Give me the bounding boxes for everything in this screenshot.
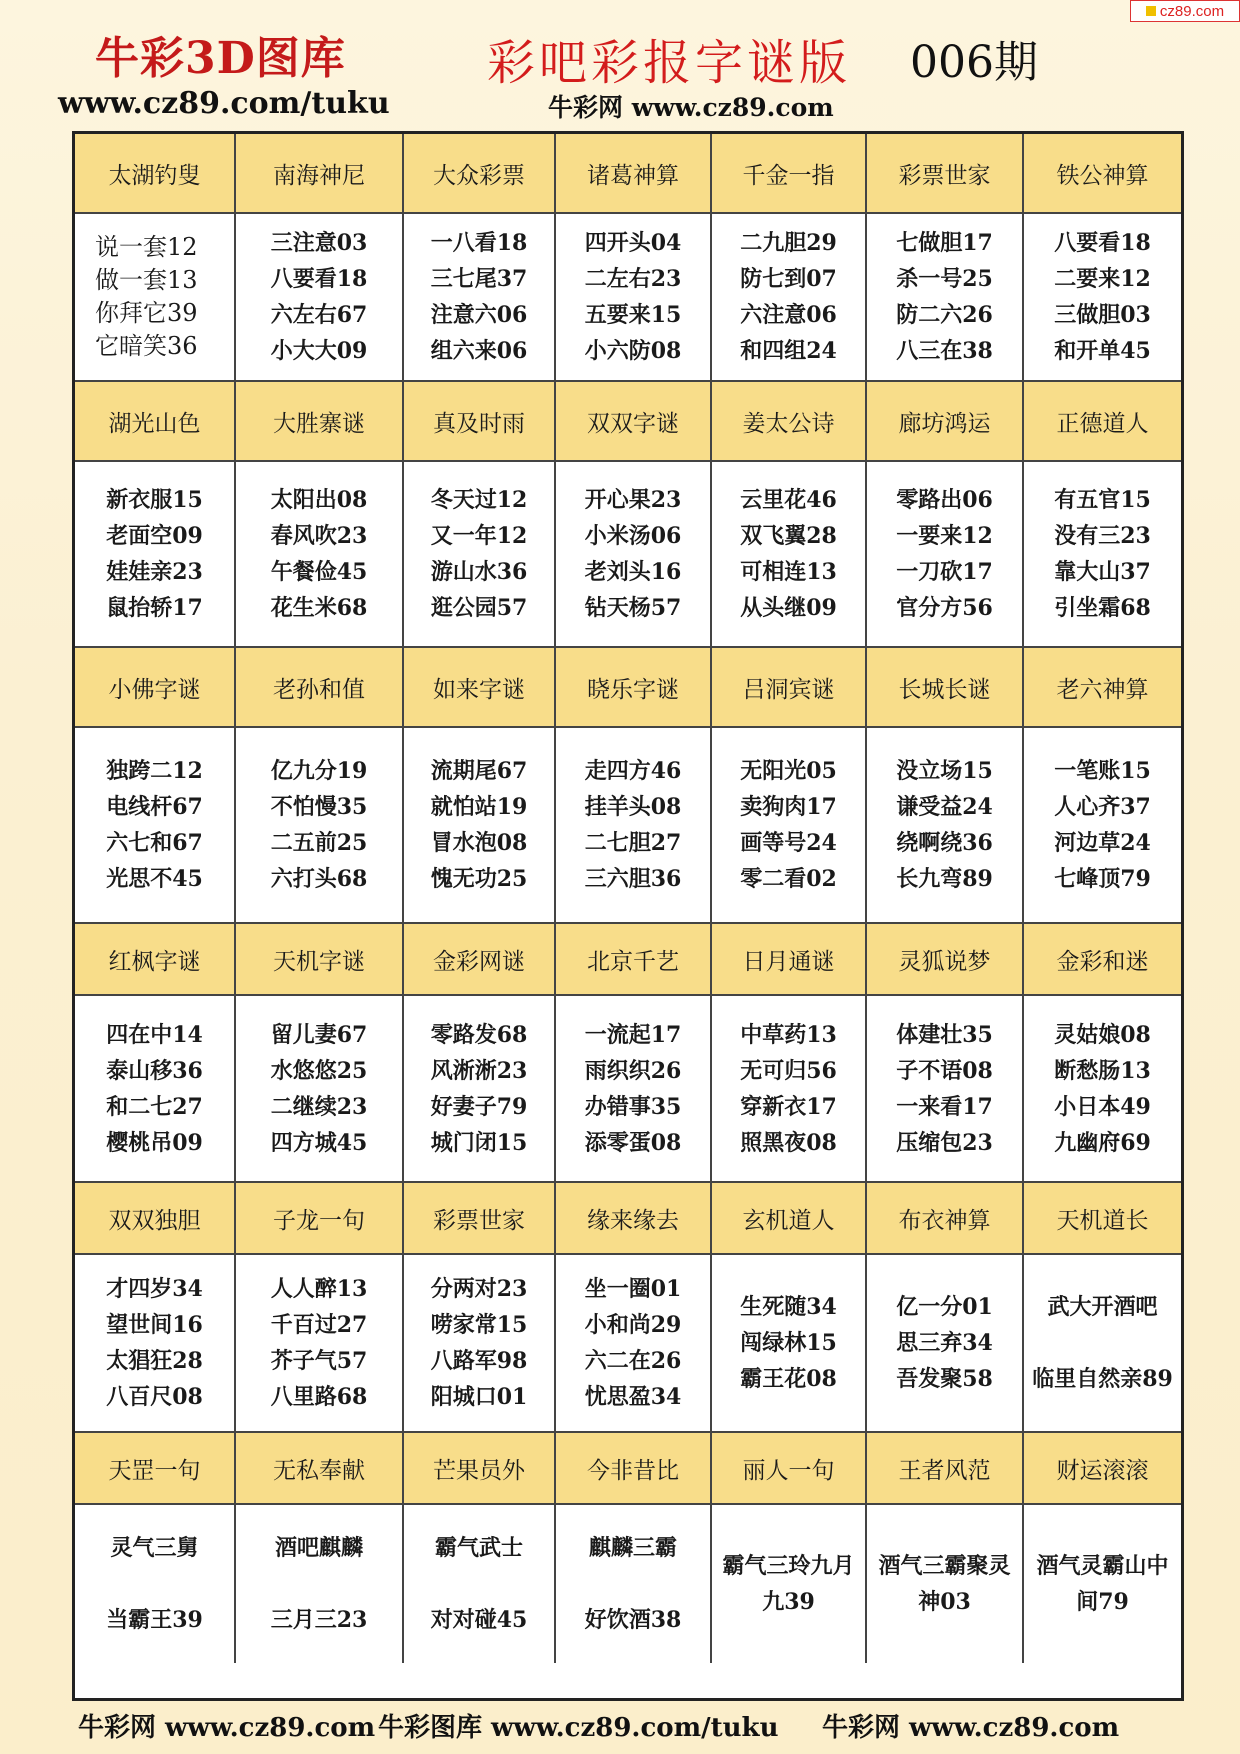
- riddle-cell: 体建壮35 子不语08 一来看17 压缩包23: [867, 996, 1024, 1183]
- riddle-cell: 七做胆17 杀一号25 防二六26 八三在38: [867, 214, 1024, 382]
- brand-title: 牛彩3D图库: [95, 33, 346, 84]
- badge-square-icon: [1146, 6, 1156, 16]
- column-header: 今非昔比: [556, 1433, 712, 1505]
- riddle-cell: 冬天过12 又一年12 游山水36 逛公园57: [404, 462, 556, 648]
- riddle-cell: 零路发68 风淅淅23 好妻子79 城门闭15: [404, 996, 556, 1183]
- riddle-cell: 走四方46 挂羊头08 二七胆27 三六胆36: [556, 728, 712, 924]
- column-header: 晓乐字谜: [556, 648, 712, 728]
- riddle-cell: 有五官15 没有三23 靠大山37 引坐霜68: [1024, 462, 1181, 648]
- column-header: 南海神尼: [236, 134, 404, 214]
- riddle-cell: 八要看18 二要来12 三做胆03 和开单45: [1024, 214, 1181, 382]
- column-header: 长城长谜: [867, 648, 1024, 728]
- riddle-cell: 酒吧麒麟 三月三23: [236, 1505, 404, 1663]
- column-header: 北京千艺: [556, 924, 712, 996]
- riddle-cell: 没立场15 谦受益24 绕啊绕36 长九弯89: [867, 728, 1024, 924]
- column-header: 诸葛神算: [556, 134, 712, 214]
- riddle-cell: 生死随34 闯绿林15 霸王花08: [712, 1255, 867, 1433]
- riddle-table: [72, 131, 1184, 1701]
- column-header: 真及时雨: [404, 382, 556, 462]
- riddle-cell: 酒气三霸聚灵神03: [867, 1505, 1024, 1663]
- column-header: 彩票世家: [867, 134, 1024, 214]
- site-badge[interactable]: [1130, 0, 1240, 22]
- riddle-cell: 二九胆29 防七到07 六注意06 和四组24: [712, 214, 867, 382]
- riddle-cell: 武大开酒吧 临里自然亲89: [1024, 1255, 1181, 1433]
- column-header: 大众彩票: [404, 134, 556, 214]
- riddle-cell: 霸气武士 对对碰45: [404, 1505, 556, 1663]
- column-header: 芒果员外: [404, 1433, 556, 1505]
- riddle-cell: 中草药13 无可归56 穿新衣17 照黑夜08: [712, 996, 867, 1183]
- site-badge-label: cz89.com: [1159, 2, 1225, 20]
- riddle-cell: 开心果23 小米汤06 老刘头16 钻天杨57: [556, 462, 712, 648]
- riddle-cell: 一笔账15 人心齐37 河边草24 七峰顶79: [1024, 728, 1181, 924]
- riddle-cell: 才四岁34 望世间16 太猖狂28 八百尺08: [75, 1255, 236, 1433]
- column-header: 灵狐说梦: [867, 924, 1024, 996]
- riddle-cell: 灵姑娘08 断愁肠13 小日本49 九幽府69: [1024, 996, 1181, 1183]
- column-header: 王者风范: [867, 1433, 1024, 1505]
- riddle-cell: 人人醉13 千百过27 芥子气57 八里路68: [236, 1255, 404, 1433]
- column-header: 金彩和迷: [1024, 924, 1181, 996]
- site-url[interactable]: 牛彩网 www.cz89.com: [548, 93, 834, 122]
- column-header: 廊坊鸿运: [867, 382, 1024, 462]
- riddle-cell: 坐一圈01 小和尚29 六二在26 忧思盈34: [556, 1255, 712, 1433]
- issue-number: 006期: [910, 37, 1038, 88]
- riddle-cell: 云里花46 双飞翼28 可相连13 从头继09: [712, 462, 867, 648]
- riddle-cell: 酒气灵霸山中间79: [1024, 1505, 1181, 1663]
- riddle-cell: 流期尾67 就怕站19 冒水泡08 愧无功25: [404, 728, 556, 924]
- page-title: 彩吧彩报字谜版: [487, 35, 852, 91]
- footer-link-right[interactable]: 牛彩网 www.cz89.com: [822, 1713, 1120, 1743]
- riddle-cell: 一八看18 三七尾37 注意六06 组六来06: [404, 214, 556, 382]
- riddle-cell: 说一套12 做一套13 你拜它39 它暗笑36: [75, 214, 236, 382]
- column-header: 金彩网谜: [404, 924, 556, 996]
- riddle-cell: 零路出06 一要来12 一刀砍17 官分方56: [867, 462, 1024, 648]
- column-header: 玄机道人: [712, 1183, 867, 1255]
- footer-link-center[interactable]: 牛彩图库 www.cz89.com/tuku: [378, 1713, 779, 1743]
- column-header: 正德道人: [1024, 382, 1181, 462]
- column-header: 彩票世家: [404, 1183, 556, 1255]
- column-header: 双双独胆: [75, 1183, 236, 1255]
- column-header: 老六神算: [1024, 648, 1181, 728]
- riddle-cell: 分两对23 唠家常15 八路军98 阳城口01: [404, 1255, 556, 1433]
- column-header: 缘来缘去: [556, 1183, 712, 1255]
- riddle-cell: 无阳光05 卖狗肉17 画等号24 零二看02: [712, 728, 867, 924]
- riddle-cell: 新衣服15 老面空09 娃娃亲23 鼠抬轿17: [75, 462, 236, 648]
- riddle-cell: 独跨二12 电线杆67 六七和67 光思不45: [75, 728, 236, 924]
- riddle-cell: 三注意03 八要看18 六左右67 小大大09: [236, 214, 404, 382]
- riddle-cell: 留儿妻67 水悠悠25 二继续23 四方城45: [236, 996, 404, 1183]
- riddle-cell: 四开头04 二左右23 五要来15 小六防08: [556, 214, 712, 382]
- column-header: 太湖钓叟: [75, 134, 236, 214]
- riddle-cell: 亿一分01 思三弃34 吾发聚58: [867, 1255, 1024, 1433]
- column-header: 小佛字谜: [75, 648, 236, 728]
- column-header: 天罡一句: [75, 1433, 236, 1505]
- column-header: 如来字谜: [404, 648, 556, 728]
- column-header: 铁公神算: [1024, 134, 1181, 214]
- riddle-cell: 一流起17 雨织织26 办错事35 添零蛋08: [556, 996, 712, 1183]
- column-header: 老孙和值: [236, 648, 404, 728]
- column-header: 双双字谜: [556, 382, 712, 462]
- riddle-cell: 太阳出08 春风吹23 午餐俭45 花生米68: [236, 462, 404, 648]
- column-header: 子龙一句: [236, 1183, 404, 1255]
- column-header: 吕洞宾谜: [712, 648, 867, 728]
- riddle-cell: 亿九分19 不怕慢35 二五前25 六打头68: [236, 728, 404, 924]
- column-header: 姜太公诗: [712, 382, 867, 462]
- riddle-cell: 四在中14 泰山移36 和二七27 樱桃吊09: [75, 996, 236, 1183]
- riddle-cell: 霸气三玲九月九39: [712, 1505, 867, 1663]
- column-header: 红枫字谜: [75, 924, 236, 996]
- column-header: 布衣神算: [867, 1183, 1024, 1255]
- column-header: 天机字谜: [236, 924, 404, 996]
- column-header: 湖光山色: [75, 382, 236, 462]
- column-header: 无私奉献: [236, 1433, 404, 1505]
- column-header: 财运滚滚: [1024, 1433, 1181, 1505]
- brand-url[interactable]: www.cz89.com/tuku: [58, 86, 390, 121]
- column-header: 丽人一句: [712, 1433, 867, 1505]
- column-header: 日月通谜: [712, 924, 867, 996]
- column-header: 千金一指: [712, 134, 867, 214]
- column-header: 大胜寨谜: [236, 382, 404, 462]
- footer-link-left[interactable]: 牛彩网 www.cz89.com: [78, 1713, 376, 1743]
- column-header: 天机道长: [1024, 1183, 1181, 1255]
- riddle-cell: 灵气三舅 当霸王39: [75, 1505, 236, 1663]
- riddle-cell: 麒麟三霸 好饮酒38: [556, 1505, 712, 1663]
